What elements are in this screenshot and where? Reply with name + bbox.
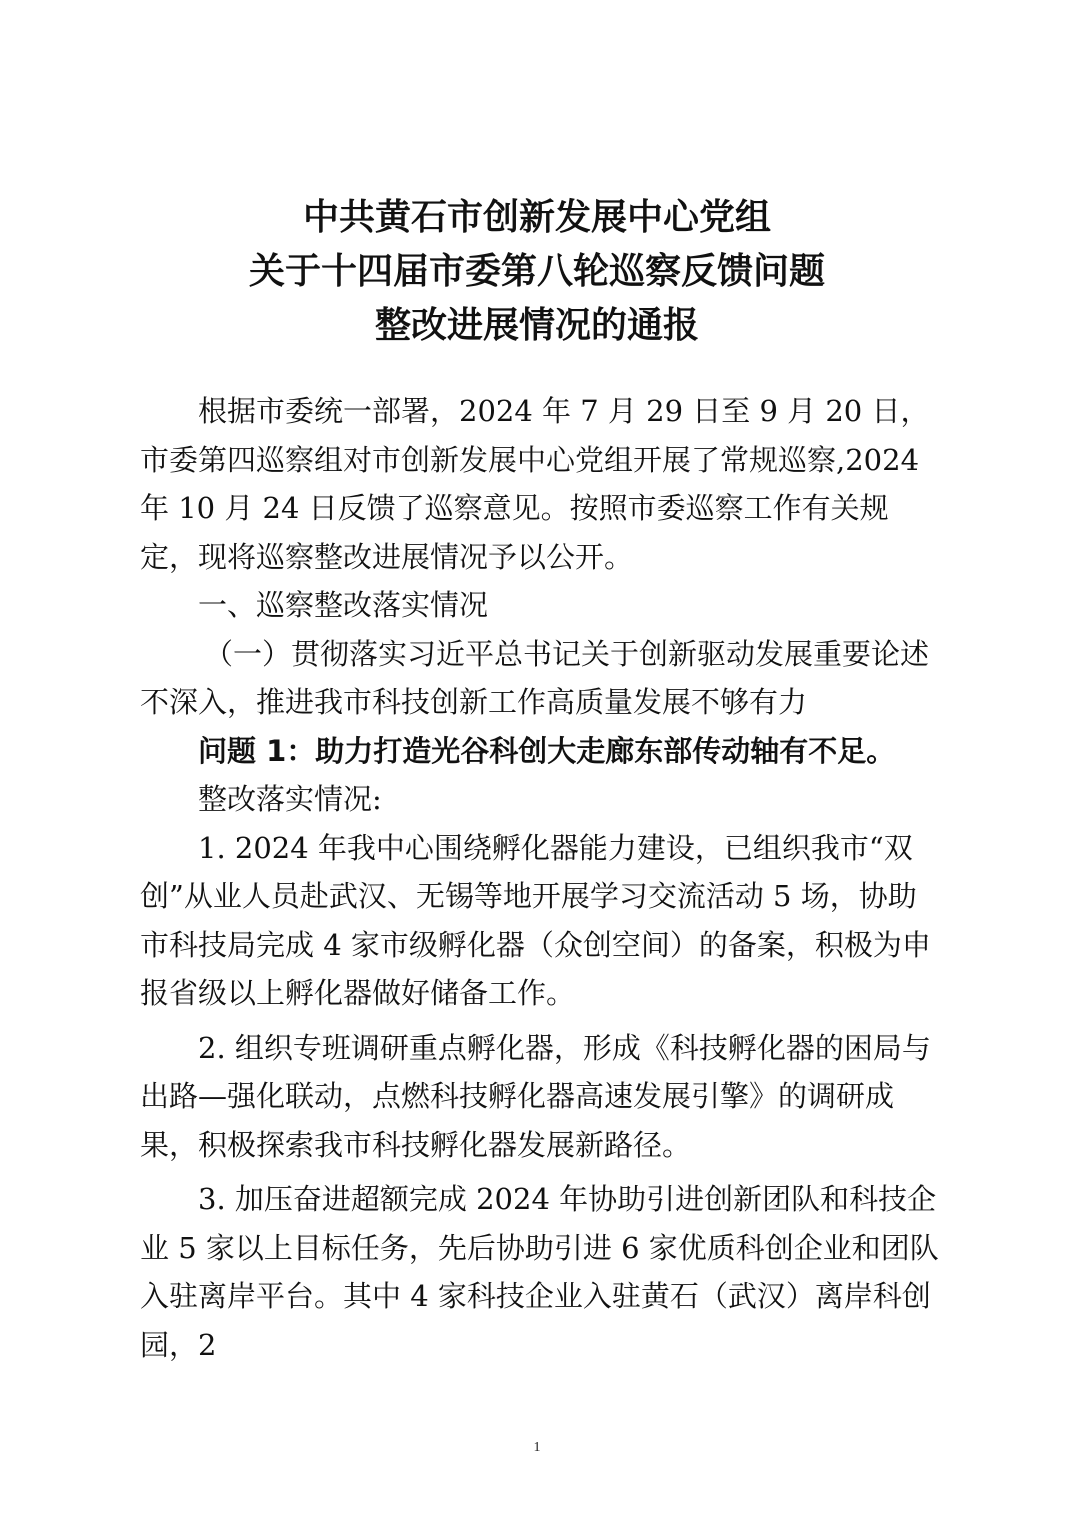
section-heading: 一、巡察整改落实情况 (198, 588, 489, 622)
rectification-label: 整改落实情况: (198, 782, 382, 816)
title-line-3: 整改进展情况的通报 (374, 304, 699, 346)
title-line-2: 关于十四届市委第八轮巡察反馈问题 (248, 250, 825, 292)
subsection-heading: （一）贯彻落实习近平总书记关于创新驱动发展重要论述不深入，推进我市科技创新工作高质量发展不够有力 (140, 636, 930, 719)
issue-heading: 问题 1：助力打造光谷科创大走廊东部传动轴有不足。 (198, 733, 896, 768)
document-body (140, 387, 940, 1369)
list-item: 2. 组织专班调研重点孵化器，形成《科技孵化器的困局与出路—强化联动，点燃科技孵化器高速发展引擎》的调研成果，积极探索我市科技孵化器发展新路径。 (140, 1030, 931, 1162)
title-line-1: 中共黄石市创新发展中心党组 (302, 196, 771, 238)
intro-paragraph: 根据市委统一部署，2024 年 7 月 29 日至 9 月 20 日，市委第四巡察组对市创新发展中心党组开展了常规巡察,2024 年 10 月 24 日反馈了巡察意见。按照市委巡察工作有关规定，现将巡察整改进展情况予以公开。 (140, 394, 930, 574)
document-title (0, 190, 1074, 352)
page-number: 1 (533, 1440, 541, 1455)
list-item: 1. 2024 年我中心围绕孵化器能力建设，已组织我市“双创”从业人员赴武汉、无锡等地开展学习交流活动 5 场，协助市科技局完成 4 家市级孵化器（众创空间）的备案，积极为申报省级以上孵化器做好储备工作。 (140, 830, 931, 1010)
list-item: 3. 加压奋进超额完成 2024 年协助引进创新团队和科技企业 5 家以上目标任务，先后协助引进 6 家优质科创企业和团队入驻离岸平台。其中 4 家科技企业入驻黄石（武汉）离岸科创园，2 (140, 1182, 939, 1362)
